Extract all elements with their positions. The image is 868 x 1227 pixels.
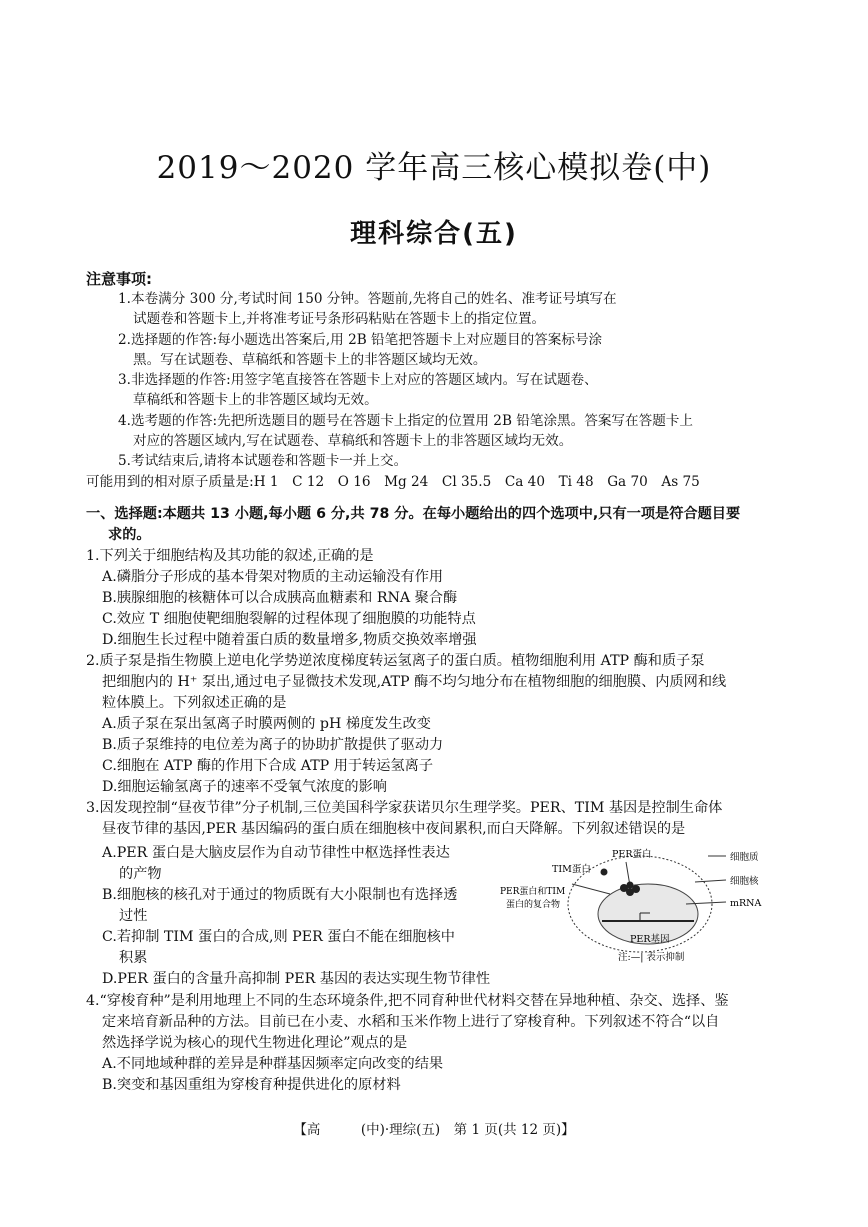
label-tim-protein: TIM蛋白 [552,864,591,875]
notice-line: 黑。写在试题卷、草稿纸和答题卡上的非答题区域均无效。 [133,352,487,368]
question-4-stem: 4.“穿梭育种”是利用地理上不同的生态环境条件,把不同育种世代材料交替在异地种植、杂交、选择、鉴 [86,993,729,1009]
question-3-option-b: B.细胞核的核孔对于通过的物质既有大小限制也有选择透 [102,887,458,903]
question-2-stem: 2.质子泵是指生物膜上逆电化学势逆浓度梯度转运氢离子的蛋白质。植物细胞利用 ATP 酶和质子泵 [86,653,705,669]
question-1-option-c: C.效应 T 细胞使靶细胞裂解的过程体现了细胞膜的功能特点 [102,611,476,627]
section-heading-cont: 求的。 [108,527,151,543]
notice-heading: 注意事项: [86,270,152,288]
label-nucleus: 细胞核 [730,876,759,887]
circadian-diagram [490,842,790,972]
notice-line: 4.选考题的作答:先把所选题目的题号在答题卡上指定的位置用 2B 铅笔涂黑。答案写在答题卡上 [118,413,693,429]
question-1-option-a: A.磷脂分子形成的基本骨架对物质的主动运输没有作用 [102,569,444,585]
label-mrna: mRNA [730,898,762,909]
question-1-stem: 1.下列关于细胞结构及其功能的叙述,正确的是 [86,548,374,564]
question-3-option-b-cont: 过性 [119,908,148,924]
notice-line: 5.考试结束后,请将本试题卷和答题卡一并上交。 [118,453,408,469]
question-1-option-d: D.细胞生长过程中随着蛋白质的数量增多,物质交换效率增强 [102,632,477,648]
question-2-stem-cont: 把细胞内的 H⁺ 泵出,通过电子显微技术发现,ATP 酶不均匀地分布在植物细胞的细胞膜、内质网和线 [102,674,727,690]
question-3-option-d: D.PER 蛋白的含量升高抑制 PER 基因的表达实现生物节律性 [102,971,491,987]
page-footer: 【高 (中)·理综(五) 第 1 页(共 12 页)】 [293,1122,575,1138]
tim-dot [601,869,608,876]
label-per-protein: PER蛋白 [612,849,652,860]
question-1-option-b: B.胰腺细胞的核糖体可以合成胰高血糖素和 RNA 聚合酶 [102,590,458,606]
question-2-stem-cont: 粒体膜上。下列叙述正确的是 [102,695,287,711]
notice-line: 2.选择题的作答:每小题选出答案后,用 2B 铅笔把答题卡上对应题目的答案标号涂 [118,332,603,348]
notice-line: 3.非选择题的作答:用签字笔直接答在答题卡上对应的答题区域内。写在试题卷、 [118,372,598,388]
question-4-stem-cont: 然选择学说为核心的现代生物进化理论”观点的是 [102,1035,408,1051]
notice-line: 草稿纸和答题卡上的非答题区域均无效。 [133,392,378,408]
question-2-option-b: B.质子泵维持的电位差为离子的协助扩散提供了驱动力 [102,737,444,753]
question-3-option-a: A.PER 蛋白是大脑皮层作为自动节律性中枢选择性表达 [102,845,450,861]
question-3-stem: 3.因发现控制“昼夜节律”分子机制,三位美国科学家获诺贝尔生理学奖。PER、TIM 基因是控制生命体 [86,800,723,816]
question-4-option-b: B.突变和基因重组为穿梭育种提供进化的原材料 [102,1077,401,1093]
question-3-stem-cont: 昼夜节律的基因,PER 基因编码的蛋白质在细胞核中夜间累积,而白天降解。下列叙述错误的是 [102,821,686,837]
label-cytoplasm: 细胞质 [730,852,759,863]
exam-title: 2019～2020 学年高三核心模拟卷(中) [156,150,712,186]
label-complex-1: PER蛋白和TIM [500,887,566,897]
label-note: 注:—| 表示抑制 [618,952,685,963]
notice-line: 试题卷和答题卡上,并将准考证号条形码粘贴在答题卡上的指定位置。 [133,311,546,327]
exam-subtitle: 理科综合(五) [350,219,518,249]
question-3-option-c-cont: 积累 [119,950,148,966]
question-3-option-c: C.若抑制 TIM 蛋白的合成,则 PER 蛋白不能在细胞核中 [102,929,455,945]
nucleus-pointer [695,880,726,882]
notice-line: 对应的答题区域内,写在试题卷、草稿纸和答题卡上的非答题区域均无效。 [133,433,573,449]
question-2-option-c: C.细胞在 ATP 酶的作用下合成 ATP 用于转运氢离子 [102,758,434,774]
complex-pointer [572,884,610,894]
question-2-option-d: D.细胞运输氢离子的速率不受氧气浓度的影响 [102,779,387,795]
section-heading: 一、选择题:本题共 13 小题,每小题 6 分,共 78 分。在每小题给出的四个选项中,只有一项是符合题目要 [86,506,741,522]
question-3-option-a-cont: 的产物 [119,866,162,882]
atomic-masses: 可能用到的相对原子质量是:H 1 C 12 O 16 Mg 24 Cl 35.5 Ca 40 Ti 48 Ga 70 As 75 [86,474,700,490]
question-4-stem-cont: 定来培育新品种的方法。目前已在小麦、水稻和玉米作物上进行了穿梭育种。下列叙述不符合“以自 [102,1014,720,1030]
question-4-option-a: A.不同地域种群的差异是种群基因频率定向改变的结果 [102,1056,444,1072]
notice-line: 1.本卷满分 300 分,考试时间 150 分钟。答题前,先将自己的姓名、准考证号填写在 [118,291,617,307]
label-complex-2: 蛋白的复合物 [506,900,561,910]
label-per-gene: PER基因 [630,934,670,945]
question-2-option-a: A.质子泵在泵出氢离子时膜两侧的 pH 梯度发生改变 [102,716,431,732]
